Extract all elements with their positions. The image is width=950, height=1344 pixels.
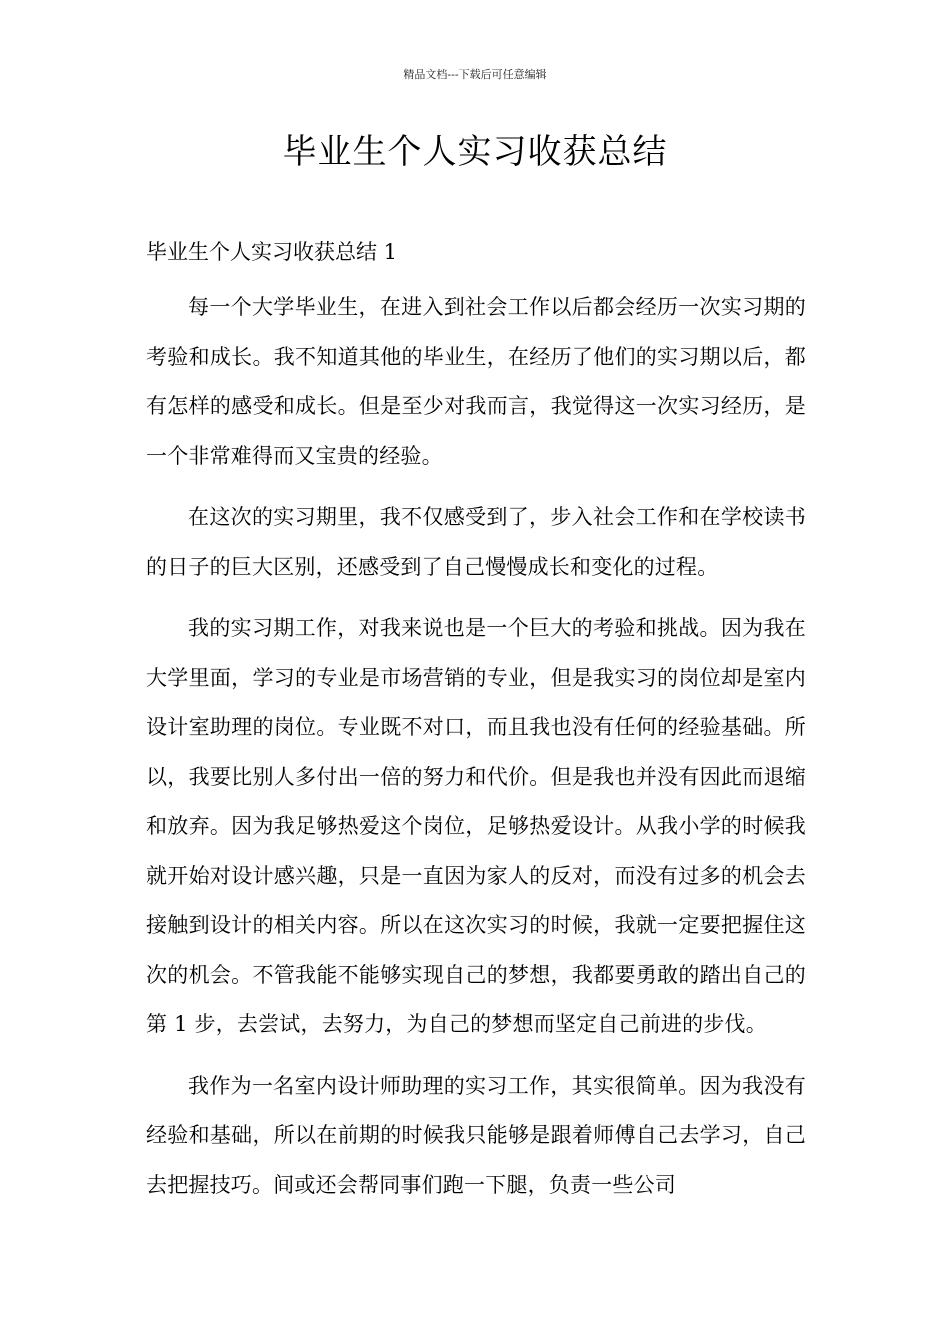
header-note: 精品文档---下载后可任意编辑 [403, 68, 547, 81]
section-heading: 毕业生个人实习收获总结 1 [146, 240, 398, 264]
paragraph: 我作为一名室内设计师助理的实习工作，其实很简单。因为我没有经验和基础，所以在前期的时候我只能够是跟着师傅自己去学习，自己去把握技巧。间或还会帮同事们跑一下腿，负责一些公司 [146, 1073, 806, 1197]
paragraph: 在这次的实习期里，我不仅感受到了，步入社会工作和在学校读书的日子的巨大区别，还感受到了自己慢慢成长和变化的过程。 [146, 505, 806, 579]
paragraph: 我的实习期工作，对我来说也是一个巨大的考验和挑战。因为我在大学里面，学习的专业是市场营销的专业，但是我实习的岗位却是室内设计室助理的岗位。专业既不对口，而且我也没有任何的经验基础。所以，我要比别人多付出一倍的努力和代价。但是我也并没有因此而退缩和放弃。因为我足够热爱这个岗位，足够热爱设计。从我小学的时候我就开始对设计感兴趣，只是一直因为家人的反对，而没有过多的机会去接触到设计的相关内容。所以在这次实习的时候，我就一定要把握住这次的机会。不管我能不能够实现自己的梦想，我都要勇敢的踏出自己的第 1 步，去尝试，去努力，为自己的梦想而坚定自己前进的步伐。 [146, 616, 806, 1036]
document-title: 毕业生个人实习收获总结 [282, 132, 668, 172]
paragraph: 每一个大学毕业生，在进入到社会工作以后都会经历一次实习期的考验和成长。我不知道其他的毕业生，在经历了他们的实习期以后，都有怎样的感受和成长。但是至少对我而言，我觉得这一次实习经历，是一个非常难得而又宝贵的经验。 [146, 295, 806, 468]
document-body [146, 233, 806, 1222]
